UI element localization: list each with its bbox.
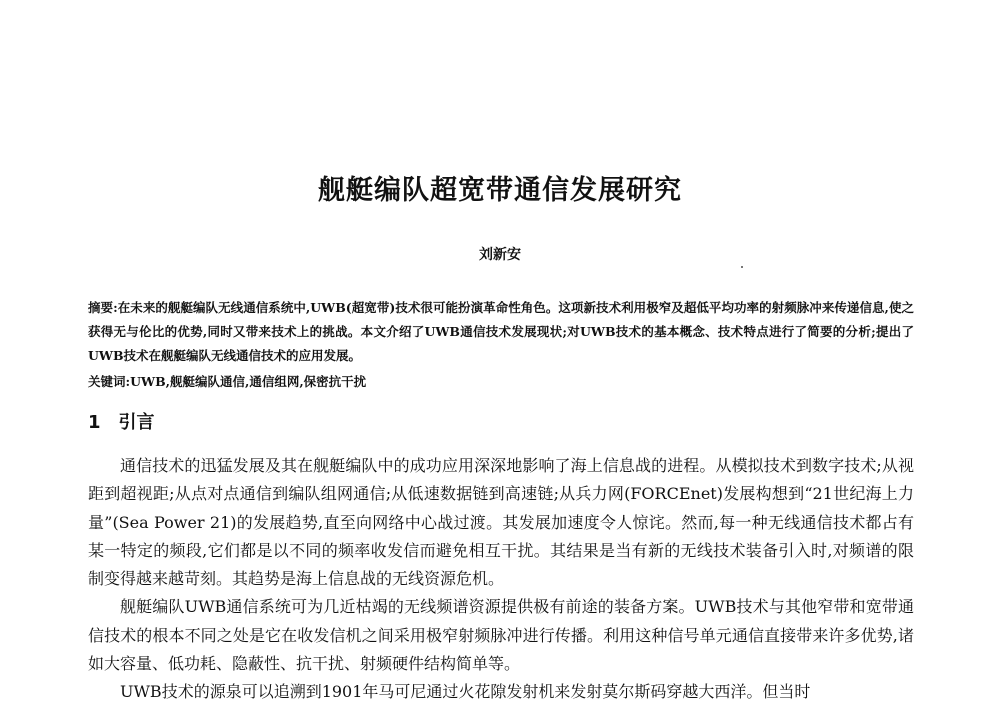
keywords xyxy=(88,370,914,394)
keywords-text: UWB,舰艇编队通信,通信组网,保密抗干扰 xyxy=(130,374,367,389)
paragraph: 通信技术的迅猛发展及其在舰艇编队中的成功应用深深地影响了海上信息战的进程。从模拟技术到数字技术;从视距到超视距;从点对点通信到编队组网通信;从低速数据链到高速链;从兵力网(FORCEnet)发展构想到“21世纪海上力量”(Sea Power 21)的发展趋势,直至向网络中心战过渡。其发展加速度令人惊诧。然而,每一种无线通信技术都占有某一特定的频段,它们都是以不同的频率收发信而避免相互干扰。其结果是当有新的无线技术装备引入时,对频谱的限制变得越来越苛刻。其趋势是海上信息战的无线资源危机。 xyxy=(88,456,914,589)
section-heading xyxy=(88,408,155,434)
abstract-label: 摘要: xyxy=(88,300,118,315)
paper-title: 舰艇编队超宽带通信发展研究 xyxy=(318,175,682,206)
abstract xyxy=(88,296,914,368)
scan-speck xyxy=(741,266,743,268)
abstract-text: 在未来的舰艇编队无线通信系统中,UWB(超宽带)技术很可能扮演革命性角色。这项新技术利用极窄及超低平均功率的射频脉冲来传递信息,使之获得无与伦比的优势,同时又带来技术上的挑战。本文介绍了UWB通信技术发展现状;对UWB技术的基本概念、技术特点进行了简要的分析;提出了UWB技术在舰艇编队无线通信技术的应用发展。 xyxy=(88,300,914,363)
paragraph: 舰艇编队UWB通信系统可为几近枯竭的无线频谱资源提供极有前途的装备方案。UWB技术与其他窄带和宽带通信技术的根本不同之处是它在收发信机之间采用极窄射频脉冲进行传播。利用这种信号单元通信直接带来许多优势,诸如大容量、低功耗、隐蔽性、抗干扰、射频硬件结构简单等。 xyxy=(88,597,914,674)
keywords-label: 关键词: xyxy=(88,374,131,389)
author-name: 刘新安 xyxy=(479,247,521,263)
section-number: 1 xyxy=(88,412,101,433)
paragraph: UWB技术的源泉可以追溯到1901年马可尼通过火花隙发射机来发射莫尔斯码穿越大西洋。但当时 xyxy=(120,682,811,702)
body-text xyxy=(88,452,914,707)
section-title: 引言 xyxy=(118,412,155,433)
